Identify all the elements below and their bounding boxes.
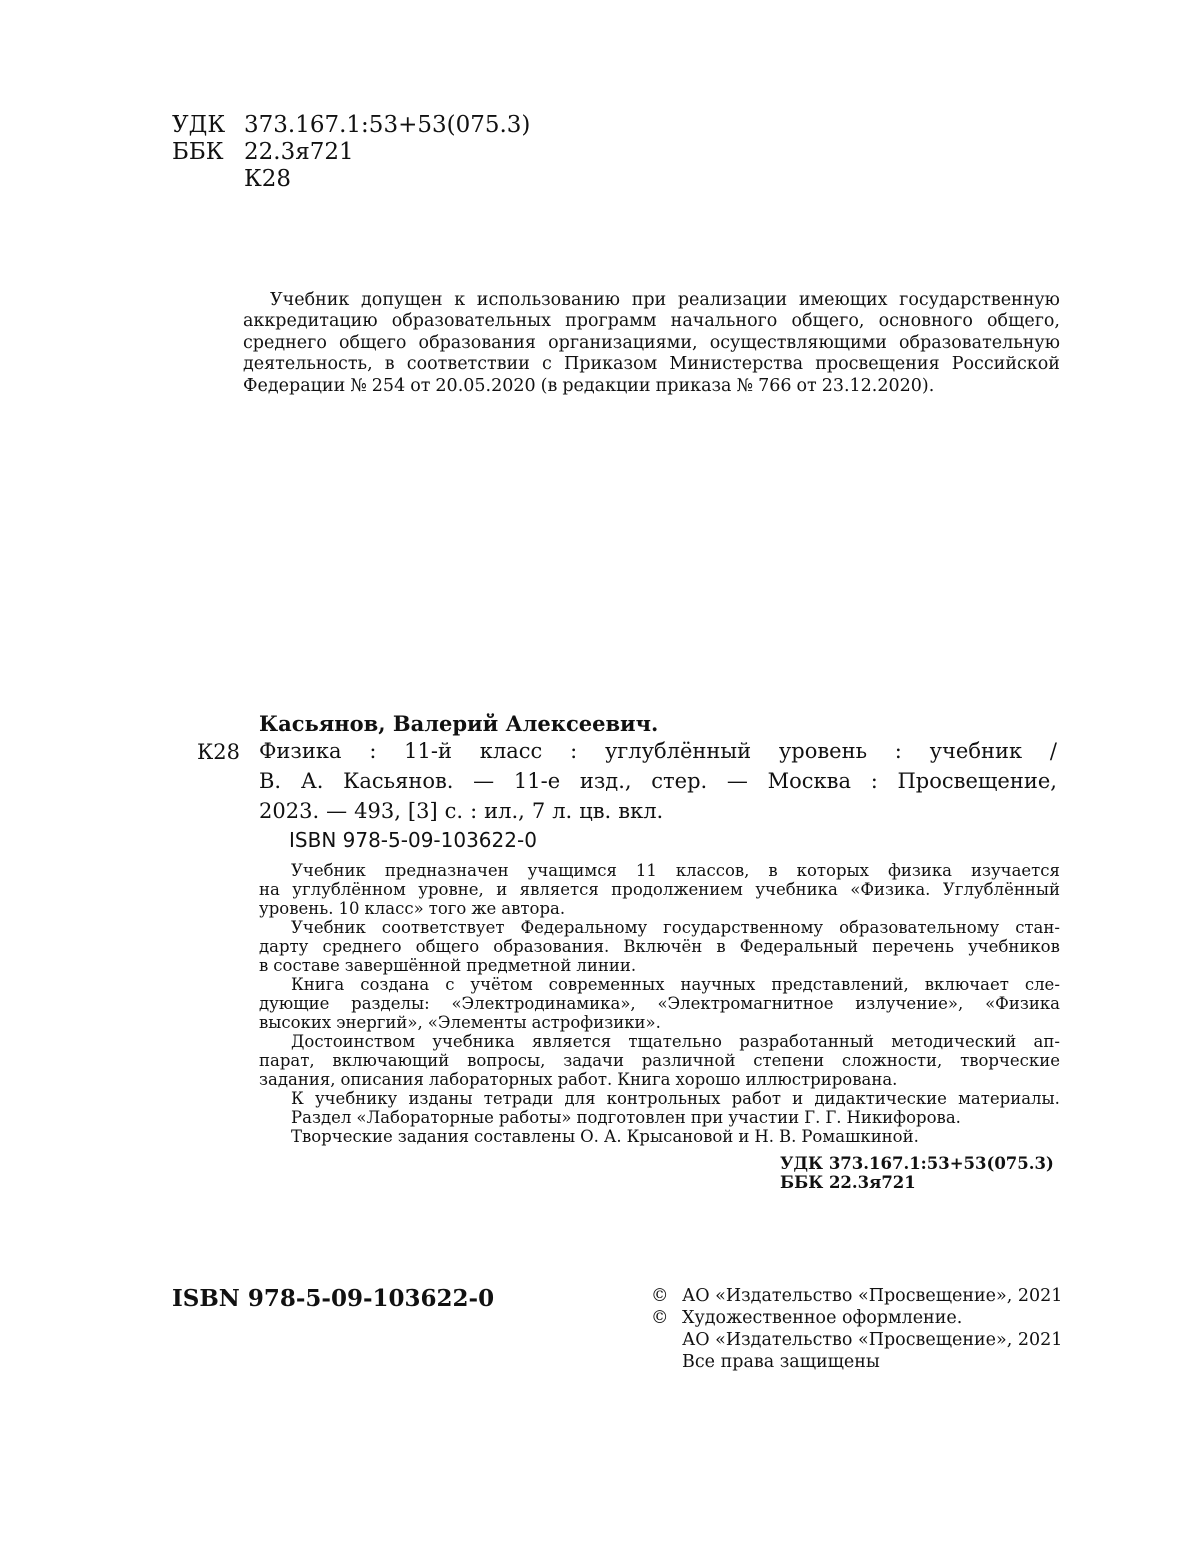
annotation-line [291, 1128, 1060, 1147]
word: Учебник [291, 861, 366, 880]
word: описания [340, 1070, 424, 1089]
word: лабораторных [428, 1070, 553, 1089]
word: допущен [361, 290, 443, 310]
rights-reserved: Все права защищены [682, 1352, 880, 1372]
word: материалы. [958, 1089, 1060, 1108]
word: А. [603, 1127, 622, 1146]
word: Г. [825, 1108, 842, 1127]
word: же [471, 899, 497, 918]
word: ил., [484, 799, 525, 823]
word: образования. [493, 937, 610, 956]
word: излучение», [855, 994, 964, 1013]
word: учебников [968, 937, 1060, 956]
word: разработанный [739, 1032, 874, 1051]
word: организациями, [548, 333, 698, 353]
word: создана [360, 975, 430, 994]
word: К [291, 1089, 304, 1108]
isbn-main: ISBN 978-5-09-103622-0 [172, 1285, 495, 1312]
word: работы» [498, 1108, 572, 1127]
word: общего, [791, 311, 865, 331]
word: высоких [259, 1013, 332, 1032]
word: 2023. [259, 799, 320, 823]
word: среднего [322, 937, 402, 956]
word: государственную [899, 290, 1060, 310]
word: того [428, 899, 467, 918]
approval-line [243, 333, 1060, 354]
word: степени [753, 1051, 825, 1070]
word: реализации [677, 290, 788, 310]
word: различной [641, 1051, 736, 1070]
word: продолжением [611, 880, 743, 899]
word: от [410, 376, 431, 396]
word: 23.12.2020). [821, 376, 935, 396]
word: уровень. [259, 899, 334, 918]
word: и [738, 1127, 750, 1146]
bbk-label: ББК [172, 139, 224, 165]
word: Раздел [291, 1108, 352, 1127]
word: Москва [767, 769, 851, 793]
word: сложности, [841, 1051, 943, 1070]
word: изданы [408, 1089, 473, 1108]
word: от [796, 376, 817, 396]
annotation-bbk: ББК 22.3я721 [780, 1173, 916, 1192]
card-author-sign: К28 [197, 740, 240, 764]
word: энергий», [336, 1013, 423, 1032]
word: начального [670, 311, 778, 331]
word: Учебник [291, 918, 366, 937]
word: тетради [483, 1089, 554, 1108]
word: № [350, 376, 367, 396]
word: осуществляющими [709, 333, 887, 353]
word: Ромашкиной. [801, 1127, 919, 1146]
annotation-line [291, 862, 1060, 881]
annotation-line [291, 1090, 1060, 1109]
word: Н. [754, 1127, 774, 1146]
annotation-line [259, 938, 1060, 957]
copyright-icon: © [651, 1308, 669, 1328]
word: задачи [563, 1051, 624, 1070]
word: задания [397, 1127, 470, 1146]
word: стан- [1015, 918, 1060, 937]
word: 11-е [513, 769, 561, 793]
word: в [259, 956, 269, 975]
word: изучается [970, 861, 1060, 880]
word: вкл. [618, 799, 664, 823]
word: Г. [804, 1108, 821, 1127]
word: Углублённый [942, 880, 1060, 899]
word: соответствии [406, 354, 530, 374]
word: представлений, [771, 975, 909, 994]
word: иллюстрирована. [745, 1070, 898, 1089]
word: для [564, 1089, 596, 1108]
annotation-line [259, 957, 1060, 976]
word: «Электродинамика», [451, 994, 636, 1013]
word: и [792, 1089, 804, 1108]
card-reference-line [259, 796, 1057, 826]
word: сле- [1024, 975, 1060, 994]
word: В. [778, 1127, 797, 1146]
word: государственному [663, 918, 824, 937]
word: является [519, 880, 599, 899]
word: с [542, 354, 552, 374]
word: работ [731, 1089, 782, 1108]
word: хорошо [675, 1070, 741, 1089]
word: с [445, 975, 455, 994]
card-reference-line [259, 736, 1057, 766]
word: Достоинством [291, 1032, 416, 1051]
word: : [894, 739, 902, 763]
word: : [369, 739, 377, 763]
word: класс [479, 739, 543, 763]
annotation-line [291, 1033, 1060, 1052]
word: : [470, 799, 478, 823]
word: Министерства [669, 354, 804, 374]
word: к [454, 290, 466, 310]
annotation-line [259, 900, 1060, 919]
udk-label: УДК [172, 112, 226, 138]
word: дарту [259, 937, 309, 956]
word: тщательно [628, 1032, 722, 1051]
word: перечень [872, 937, 954, 956]
word: включающий [332, 1051, 450, 1070]
word: — [326, 799, 348, 823]
word: л. [552, 799, 573, 823]
word: учащимся [527, 861, 617, 880]
word: при [690, 1108, 724, 1127]
word: общего [415, 937, 480, 956]
word: А. [300, 769, 324, 793]
word: Касьянов. [343, 769, 454, 793]
word: творческие [960, 1051, 1060, 1070]
word: общего [339, 333, 407, 353]
word: В. [259, 769, 282, 793]
word: Федеральный [739, 937, 859, 956]
word: : [570, 739, 578, 763]
annotation-line [259, 995, 1060, 1014]
word: с. [444, 799, 464, 823]
word: уровне, [418, 880, 484, 899]
word: включает [924, 975, 1009, 994]
word: Никифорова. [846, 1108, 961, 1127]
word: 7 [531, 799, 546, 823]
copyright-publisher: АО «Издательство «Просвещение», 2021 [682, 1286, 1063, 1306]
word: О. [580, 1127, 599, 1146]
word: [3] [407, 799, 438, 823]
word: учебник [929, 739, 1023, 763]
approval-line [243, 354, 1060, 375]
word: среднего [243, 333, 327, 353]
word: классов, [675, 861, 750, 880]
word: использованию [476, 290, 621, 310]
word: 254 [371, 376, 406, 396]
word: является [532, 1032, 612, 1051]
card-isbn: ISBN 978-5-09-103622-0 [289, 828, 537, 852]
word: дующие [259, 994, 330, 1013]
word: Просвещение, [897, 769, 1057, 793]
annotation-line [259, 881, 1060, 900]
word: в [716, 937, 726, 956]
word: — [473, 769, 495, 793]
annotation-line [259, 1052, 1060, 1071]
word: ап- [1033, 1032, 1060, 1051]
word: участии [728, 1108, 800, 1127]
word: «Лабораторные [356, 1108, 494, 1127]
approval-line [270, 290, 1060, 311]
word: 11-й [404, 739, 452, 763]
word: физика [887, 861, 952, 880]
word: учебника [755, 880, 838, 899]
word: Крысановой [626, 1127, 734, 1146]
word: в [384, 354, 395, 374]
bbk-value: 22.3я721 [244, 139, 354, 165]
word: «Физика [985, 994, 1060, 1013]
annotation-line [259, 1071, 1060, 1090]
word: уровень [778, 739, 868, 763]
copyright-icon: © [651, 1286, 669, 1306]
word: контрольных [606, 1089, 721, 1108]
word: завершённой [344, 956, 462, 975]
word: предназначен [384, 861, 509, 880]
annotation-udk: УДК 373.167.1:53+53(075.3) [780, 1154, 1054, 1173]
word: углублённый [604, 739, 752, 763]
word: учётом [470, 975, 533, 994]
word: астрофизики». [531, 1013, 661, 1032]
word: деятельность, [243, 354, 373, 374]
word: подготовлен [576, 1108, 686, 1127]
word: Федерации [243, 376, 346, 396]
word: в [768, 861, 778, 880]
word: «Электромагнитное [657, 994, 834, 1013]
approval-line [243, 311, 1060, 332]
word: и [496, 880, 508, 899]
word: основного [878, 311, 973, 331]
word: Учебник [270, 290, 350, 310]
word: учебнику [314, 1089, 398, 1108]
word: на [259, 880, 280, 899]
word: углублённом [292, 880, 406, 899]
copyright-design-owner: АО «Издательство «Просвещение», 2021 [682, 1330, 1063, 1350]
word: Книга [291, 975, 345, 994]
word: просвещения [815, 354, 940, 374]
word: Включён [623, 937, 703, 956]
word: образовательных [391, 311, 551, 331]
word: парат, [259, 1051, 315, 1070]
word: Российской [951, 354, 1060, 374]
word: / [1049, 739, 1057, 763]
word: предметной [466, 956, 572, 975]
approval-line [243, 376, 1060, 397]
word: вопросы, [467, 1051, 546, 1070]
word: составе [273, 956, 340, 975]
word: 11 [635, 861, 657, 880]
word: Творческие [291, 1127, 393, 1146]
annotation-line [291, 976, 1060, 995]
word: «Элементы [427, 1013, 527, 1032]
word: Книга [617, 1070, 671, 1089]
word: (в [540, 376, 558, 396]
word: — [726, 769, 748, 793]
word: 20.05.2020 [435, 376, 536, 396]
word: Приказом [563, 354, 658, 374]
card-author: Касьянов, Валерий Алексеевич. [259, 711, 659, 736]
word: научных [680, 975, 756, 994]
word: образования [418, 333, 536, 353]
word: которых [796, 861, 869, 880]
copyright-design: Художественное оформление. [682, 1308, 963, 1328]
word: работ. [557, 1070, 613, 1089]
author-sign: К28 [244, 166, 292, 192]
word: программ [565, 311, 657, 331]
annotation-line [291, 919, 1060, 938]
word: 493, [354, 799, 401, 823]
word: методический [891, 1032, 1017, 1051]
word: при [631, 290, 667, 310]
word: аккредитацию [243, 311, 378, 331]
word: автора. [501, 899, 566, 918]
word: дидактические [814, 1089, 947, 1108]
word: 766 [758, 376, 792, 396]
word: изд., [579, 769, 632, 793]
udk-value: 373.167.1:53+53(075.3) [244, 112, 531, 138]
word: образовательному [839, 918, 1000, 937]
word: класс» [364, 899, 424, 918]
word: линии. [576, 956, 637, 975]
word: стер. [651, 769, 708, 793]
annotation-line [259, 1014, 1060, 1033]
word: разделы: [351, 994, 430, 1013]
word: 10 [338, 899, 360, 918]
word: : [870, 769, 878, 793]
word: соответствует [381, 918, 505, 937]
word: составлены [474, 1127, 576, 1146]
word: «Физика. [850, 880, 931, 899]
card-reference-line [259, 766, 1057, 796]
word: Физика [259, 739, 342, 763]
word: № [736, 376, 754, 396]
word: общего, [987, 311, 1060, 331]
word: образовательную [899, 333, 1060, 353]
word: цв. [579, 799, 612, 823]
word: задания, [259, 1070, 336, 1089]
word: Федеральному [520, 918, 648, 937]
word: учебника [432, 1032, 515, 1051]
word: редакции [562, 376, 651, 396]
annotation-line [291, 1109, 1060, 1128]
word: приказа [655, 376, 732, 396]
word: имеющих [798, 290, 888, 310]
word: современных [548, 975, 665, 994]
